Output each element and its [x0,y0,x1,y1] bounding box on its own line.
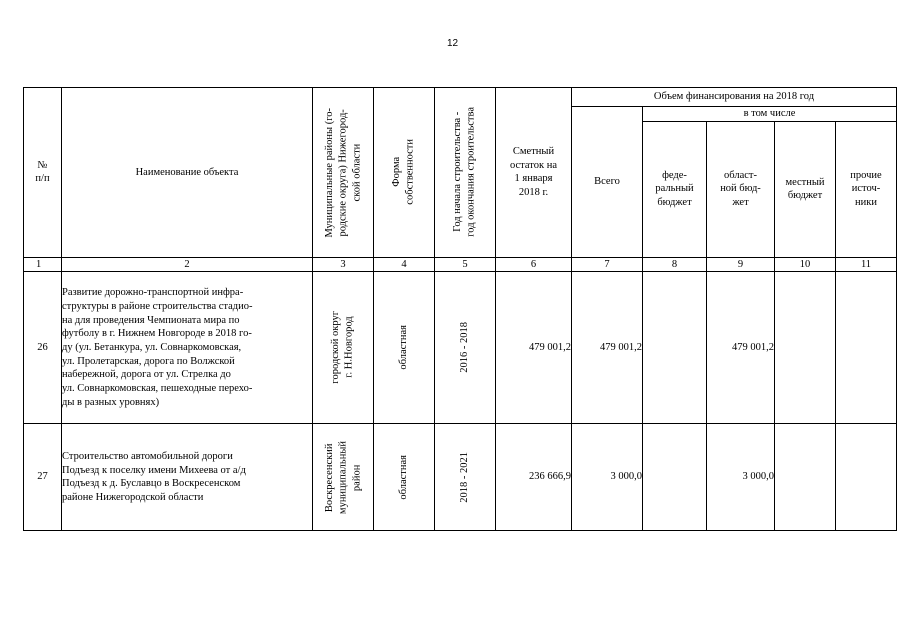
header-funding-group: Объем финансирования на 2018 год [572,88,897,107]
header-ownership-cell [374,88,435,258]
row-district: Воскресенский муниципальный район [323,440,362,514]
row-federal [643,272,707,424]
row-local [775,424,836,531]
row-estimate: 236 666,9 [496,424,572,531]
header-districts-cell [313,88,374,258]
row-years: 2016 - 2018 [459,322,471,374]
row-years: 2018 - 2021 [459,451,471,503]
row-no: 27 [24,424,62,531]
header-federal: феде- ральный бюджет [643,121,707,257]
financing-table [23,87,897,531]
row-regional: 3 000,0 [707,424,775,531]
column-number: 3 [313,257,374,272]
row-district: городской округ г. Н.Новгород [330,311,355,385]
row-other [836,424,897,531]
column-number: 9 [707,257,775,272]
row-local [775,272,836,424]
row-ownership-cell [374,272,435,424]
row-federal [643,424,707,531]
header-districts: Муниципальные районы (го- родские округа) Нижегород- ской области [323,107,362,238]
header-including: в том числе [643,107,897,122]
header-estimate: Сметный остаток на 1 января 2018 г. [496,88,572,258]
column-number: 7 [572,257,643,272]
header-years: Год начала строительства - год окончания строительства [452,107,477,238]
column-number: 6 [496,257,572,272]
column-number: 10 [775,257,836,272]
row-other [836,272,897,424]
row-years-cell [435,272,496,424]
header-ownership: Форма собственности [391,139,416,206]
column-number: 2 [62,257,313,272]
page-number: 12 [446,38,459,49]
header-regional: област- ной бюд- жет [707,121,775,257]
header-name: Наименование объекта [62,88,313,258]
row-name: Развитие дорожно-транспортной инфра- структуры в районе строительства стадио- на для проведения Чемпионата мира по футболу в г. Нижнем Новгороде в 2018 го- ду (ул. Бетанкура, ул. Совнаркомовская, ул. Пролетарская, дорога по Волжской набережной, дорога от ул. Стрелка до ул. Совнаркомовская, пешеходные перехо- ды в разных уровнях) [62,272,313,424]
row-regional: 479 001,2 [707,272,775,424]
table-row [24,272,897,424]
column-number: 5 [435,257,496,272]
row-district-cell [313,272,374,424]
row-years-cell [435,424,496,531]
row-district-cell [313,424,374,531]
column-number-row [24,257,897,272]
column-number: 11 [836,257,897,272]
header-local: местный бюджет [775,121,836,257]
row-ownership-cell [374,424,435,531]
table-row [24,424,897,531]
row-total: 3 000,0 [572,424,643,531]
column-number: 4 [374,257,435,272]
row-ownership: областная [398,454,410,500]
header-total: Всего [572,107,643,258]
row-no: 26 [24,272,62,424]
column-number: 8 [643,257,707,272]
row-ownership: областная [398,325,410,371]
row-total: 479 001,2 [572,272,643,424]
row-name: Строительство автомобильной дороги Подъезд к поселку имени Михеева от а/д Подъезд к д. Буславцо в Воскресенском районе Нижегородской области [62,424,313,531]
row-estimate: 479 001,2 [496,272,572,424]
header-other: прочие источ- ники [836,121,897,257]
header-years-cell [435,88,496,258]
header-no: № п/п [24,88,62,258]
column-number: 1 [24,257,62,272]
